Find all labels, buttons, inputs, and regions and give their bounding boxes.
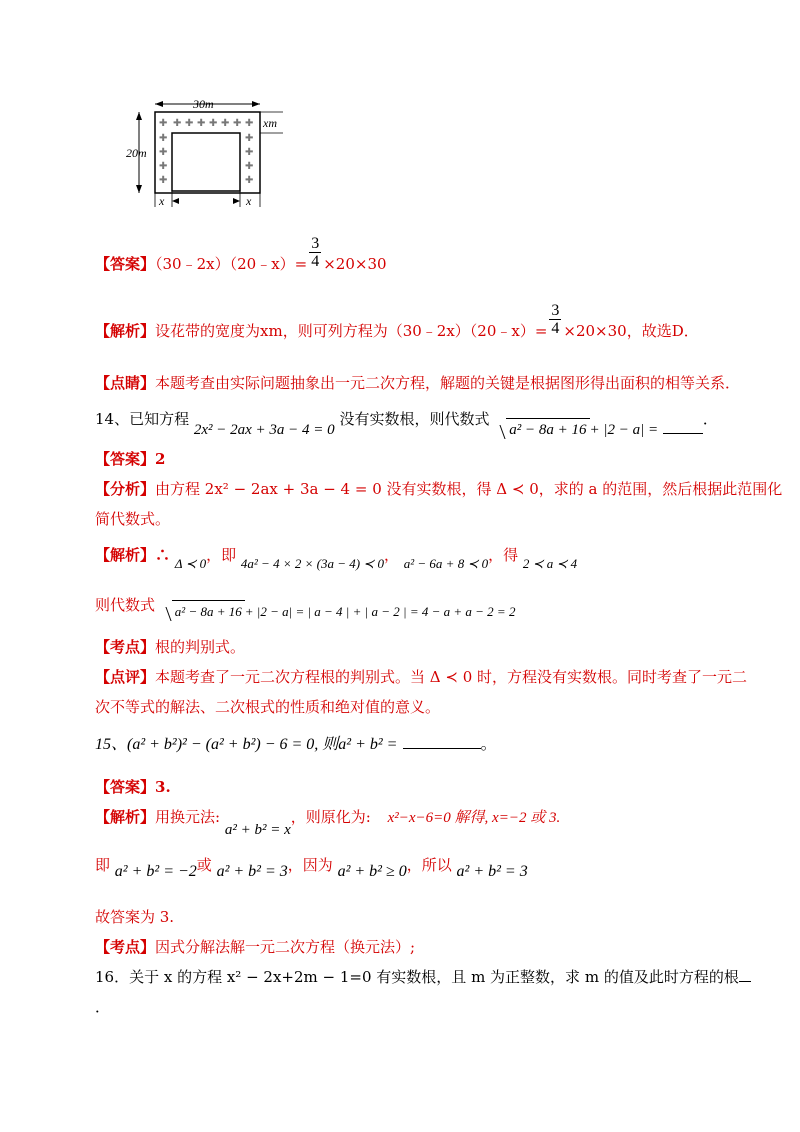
q16-stem: 16．关于 x 的方程 x² − 2x+2m − 1=0 有实数根，且 m 为正整数，求 m 的值及此时方程的根 <box>95 966 751 988</box>
svg-text:✚: ✚ <box>197 118 206 129</box>
q15-conclusion: 故答案为 3. <box>95 908 175 926</box>
q13-answer: 【答案】（30﹣2x）（20﹣x）= $\frac{3}{4}$ ×20×30 <box>95 234 387 273</box>
fig-bottom-left: x <box>159 194 165 208</box>
q14-kaodian: 【考点】根的判别式。 <box>95 638 246 656</box>
q14-stem: 14、已知方程 2x² − 2ax + 3a − 4 = 0 没有实数根，则代数式 a² − 8a + 16 + |2 − a| = ． <box>95 408 718 431</box>
svg-text:✚: ✚ <box>173 118 182 129</box>
svg-text:✚: ✚ <box>159 147 168 158</box>
svg-text:✚: ✚ <box>245 118 254 129</box>
q13-answer-body: （30﹣2x）（20﹣x）= <box>155 255 308 273</box>
q15-line2: 即 a² + b² = −2或 a² + b² = 3，因为 a² + b² ≥ 0，所以 a² + b² = 3 <box>95 856 528 880</box>
q14-fenxi-line2: 简代数式。 <box>95 510 171 528</box>
fraction: $\frac{3}{4}$ <box>551 301 560 337</box>
svg-text:✚: ✚ <box>245 133 254 144</box>
svg-text:✚: ✚ <box>209 118 218 129</box>
svg-text:✚: ✚ <box>185 118 194 129</box>
svg-text:✚: ✚ <box>159 118 168 129</box>
svg-text:✚: ✚ <box>245 147 254 158</box>
svg-text:✚: ✚ <box>159 175 168 186</box>
q13-analysis: 【解析】设花带的宽度为xm，则可列方程为（30﹣2x）（20﹣x）= $\frac{3}{4}$ ×20×30，故选D． <box>95 301 699 340</box>
svg-text:✚: ✚ <box>245 161 254 172</box>
fig-bottom-right: x <box>246 194 252 208</box>
svg-text:✚: ✚ <box>159 161 168 172</box>
q15-kaodian: 【考点】因式分解法解一元二次方程（换元法）; <box>95 938 416 956</box>
answer-blank <box>663 433 703 434</box>
svg-text:✚: ✚ <box>233 118 242 129</box>
q15-answer: 【答案】3. <box>95 778 171 796</box>
svg-text:✚: ✚ <box>221 118 230 129</box>
fig-left-label: 20m <box>126 146 147 160</box>
q13-comment: 【点睛】本题考查由实际问题抽象出一元二次方程，解题的关键是根据图形得出面积的相等关系． <box>95 374 741 392</box>
q14-fenxi-line1: 【分析】由方程 2x² − 2ax + 3a − 4 = 0 没有实数根，得 Δ ≺ 0，求的 a 的范围，然后根据此范围化 <box>95 480 783 498</box>
q15-jiexi: 【解析】用换元法: a² + b² = x，则原化为: x²−x−6=0 解得, x=−2 或 3. <box>95 808 561 838</box>
q14-dianping-line1: 【点评】本题考查了一元二次方程根的判别式。当 Δ ≺ 0 时，方程没有实数根。同时考查了一元二 <box>95 668 748 686</box>
fig-right-label: xm <box>263 116 277 130</box>
answer-blank <box>403 748 481 749</box>
fraction: $\frac{3}{4}$ <box>311 234 320 270</box>
q14-jiexi: 【解析】∴ Δ ≺ 0，即 4a² − 4 × 2 × (3a − 4) ≺ 0， a² − 6a + 8 ≺ 0，得 2 ≺ a ≺ 4 <box>95 546 578 571</box>
q15-stem: 15、(a² + b²)² − (a² + b²) − 6 = 0, 则a² + b² = 。 <box>95 734 497 753</box>
answer-blank <box>739 981 751 982</box>
q14-simplify: 则代数式 a² − 8a + 16 + |2 − a| = | a − 4 | + | a − 2 | = 4 − a + a − 2 = 2 <box>95 594 515 617</box>
answer-tag: 【答案】 <box>95 255 156 273</box>
q14-dianping-line2: 次不等式的解法、二次根式的性质和绝对值的意义。 <box>95 698 441 716</box>
garden-figure <box>125 95 285 215</box>
svg-text:✚: ✚ <box>159 133 168 144</box>
fig-top-label: 30m <box>193 97 214 111</box>
q14-answer: 【答案】2 <box>95 450 166 468</box>
svg-text:✚: ✚ <box>245 175 254 186</box>
q16-stem-end: ． <box>95 998 111 1016</box>
